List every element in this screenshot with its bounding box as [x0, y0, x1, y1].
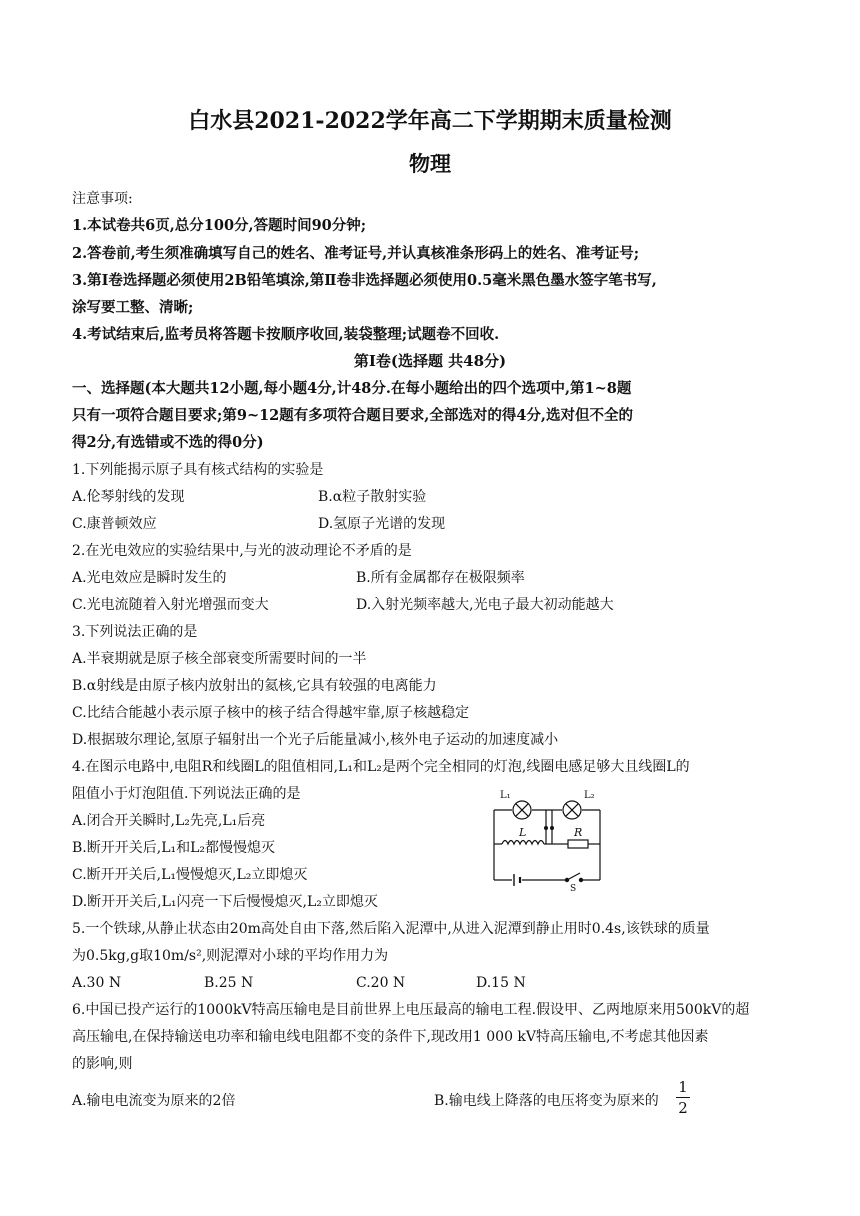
notice-item-3: 3.第Ⅰ卷选择题必须使用2B铅笔填涂,第Ⅱ卷非选择题必须使用0.5毫米黑色墨水签字笔书写,: [72, 272, 657, 289]
fraction-numerator: 1: [678, 1078, 688, 1096]
q4-option-d: D.断开开关后,L₁闪亮一下后慢慢熄灭,L₂立即熄灭: [72, 894, 378, 910]
q3-option-b: B.α射线是由原子核内放射出的氦核,它具有较强的电离能力: [72, 678, 437, 694]
q6-option-b-fraction: [676, 1078, 690, 1117]
battery-icon: [514, 874, 520, 886]
label-l1: L₁: [500, 790, 511, 801]
notice-item-4: 4.考试结束后,监考员将答题卡按顺序收回,装袋整理;试题卷不回收.: [72, 326, 500, 343]
q6-stem-2: 高压输电,在保持输送电功率和输电线电阻都不变的条件下,现改用1 000 kV特高压输电,不考虑其他因素: [72, 1029, 709, 1045]
notice-heading: 注意事项:: [72, 191, 133, 207]
q2-option-d: D.入射光频率越大,光电子最大初动能越大: [356, 597, 614, 613]
q6-option-a: A.输电电流变为原来的2倍: [72, 1093, 236, 1109]
switch-icon: [565, 873, 582, 882]
q4-stem-1: 4.在图示电路中,电阻R和线圈L的阻值相同,L₁和L₂是两个完全相同的灯泡,线圈电感足够大且线圈L的: [72, 759, 690, 775]
q3-option-d: D.根据玻尔理论,氢原子辐射出一个光子后能量减小,核外电子运动的加速度减小: [72, 732, 559, 748]
q1-option-b: B.α粒子散射实验: [318, 489, 427, 505]
label-r: R: [574, 826, 583, 839]
lamp-l2-icon: [563, 801, 581, 819]
q6-option-b: B.输电线上降落的电压将变为原来的: [434, 1093, 659, 1109]
resistor-icon: [568, 840, 588, 848]
exam-title: 白水县2021-2022学年高二下学期期末质量检测: [188, 108, 672, 134]
q1-stem: 1.下列能揭示原子具有核式结构的实验是: [72, 462, 324, 478]
section-instruction-2: 只有一项符合题目要求;第9~12题有多项符合题目要求,全部选对的得4分,选对但不全的: [72, 407, 633, 424]
q6-stem-1: 6.中国已投产运行的1000kV特高压输电是目前世界上电压最高的输电工程.假设甲、乙两地原来用500kV的超: [72, 1002, 750, 1018]
q2-option-a: A.光电效应是瞬时发生的: [72, 570, 227, 586]
section-instruction-3: 得2分,有选错或不选的得0分): [72, 434, 264, 451]
q2-stem: 2.在光电效应的实验结果中,与光的波动理论不矛盾的是: [72, 543, 412, 559]
fraction-denominator: 2: [678, 1099, 688, 1117]
label-s: S: [570, 884, 577, 892]
q3-option-c: C.比结合能越小表示原子核中的核子结合得越牢靠,原子核越稳定: [72, 705, 470, 721]
q1-option-d: D.氢原子光谱的发现: [318, 516, 446, 532]
lamp-l1-icon: [513, 801, 531, 819]
q5-stem-2: 为0.5kg,g取10m/s²,则泥潭对小球的平均作用力为: [72, 948, 389, 964]
q3-option-a: A.半衰期就是原子核全部衰变所需要时间的一半: [72, 651, 367, 667]
label-l: L: [519, 826, 527, 839]
subject-title: 物理: [409, 151, 451, 176]
q4-circuit-diagram: [486, 786, 610, 892]
q4-option-c: C.断开开关后,L₁慢慢熄灭,L₂立即熄灭: [72, 867, 308, 883]
q6-stem-3: 的影响,则: [72, 1056, 133, 1072]
inductor-coil-icon: [502, 841, 544, 845]
q1-option-c: C.康普顿效应: [72, 516, 157, 532]
q2-option-b: B.所有金属都存在极限频率: [356, 570, 525, 586]
q1-option-a: A.伦琴射线的发现: [72, 489, 185, 505]
q5-option-b: B.25 N: [204, 975, 254, 991]
section-instruction-1: 一、选择题(本大题共12小题,每小题4分,计48分.在每小题给出的四个选项中,第1~8题: [72, 380, 632, 397]
notice-item-1: 1.本试卷共6页,总分100分,答题时间90分钟;: [72, 217, 367, 234]
q5-option-a: A.30 N: [72, 975, 122, 991]
q4-option-a: A.闭合开关瞬时,L₂先亮,L₁后亮: [72, 813, 266, 829]
label-l2: L₂: [584, 790, 595, 801]
notice-item-2: 2.答卷前,考生须准确填写自己的姓名、准考证号,并认真核准条形码上的姓名、准考证号;: [72, 245, 640, 262]
section-title: 第Ⅰ卷(选择题 共48分): [353, 352, 507, 370]
q3-stem: 3.下列说法正确的是: [72, 624, 198, 640]
q5-stem-1: 5.一个铁球,从静止状态由20m高处自由下落,然后陷入泥潭中,从进入泥潭到静止用时0.4s,该铁球的质量: [72, 921, 710, 937]
notice-item-3-cont: 涂写要工整、清晰;: [72, 299, 194, 316]
q5-option-c: C.20 N: [356, 975, 406, 991]
q2-option-c: C.光电流随着入射光增强而变大: [72, 597, 269, 613]
q4-stem-2: 阻值小于灯泡阻值.下列说法正确的是: [72, 786, 301, 802]
q4-option-b: B.断开开关后,L₁和L₂都慢慢熄灭: [72, 840, 276, 856]
q5-option-d: D.15 N: [476, 975, 526, 991]
